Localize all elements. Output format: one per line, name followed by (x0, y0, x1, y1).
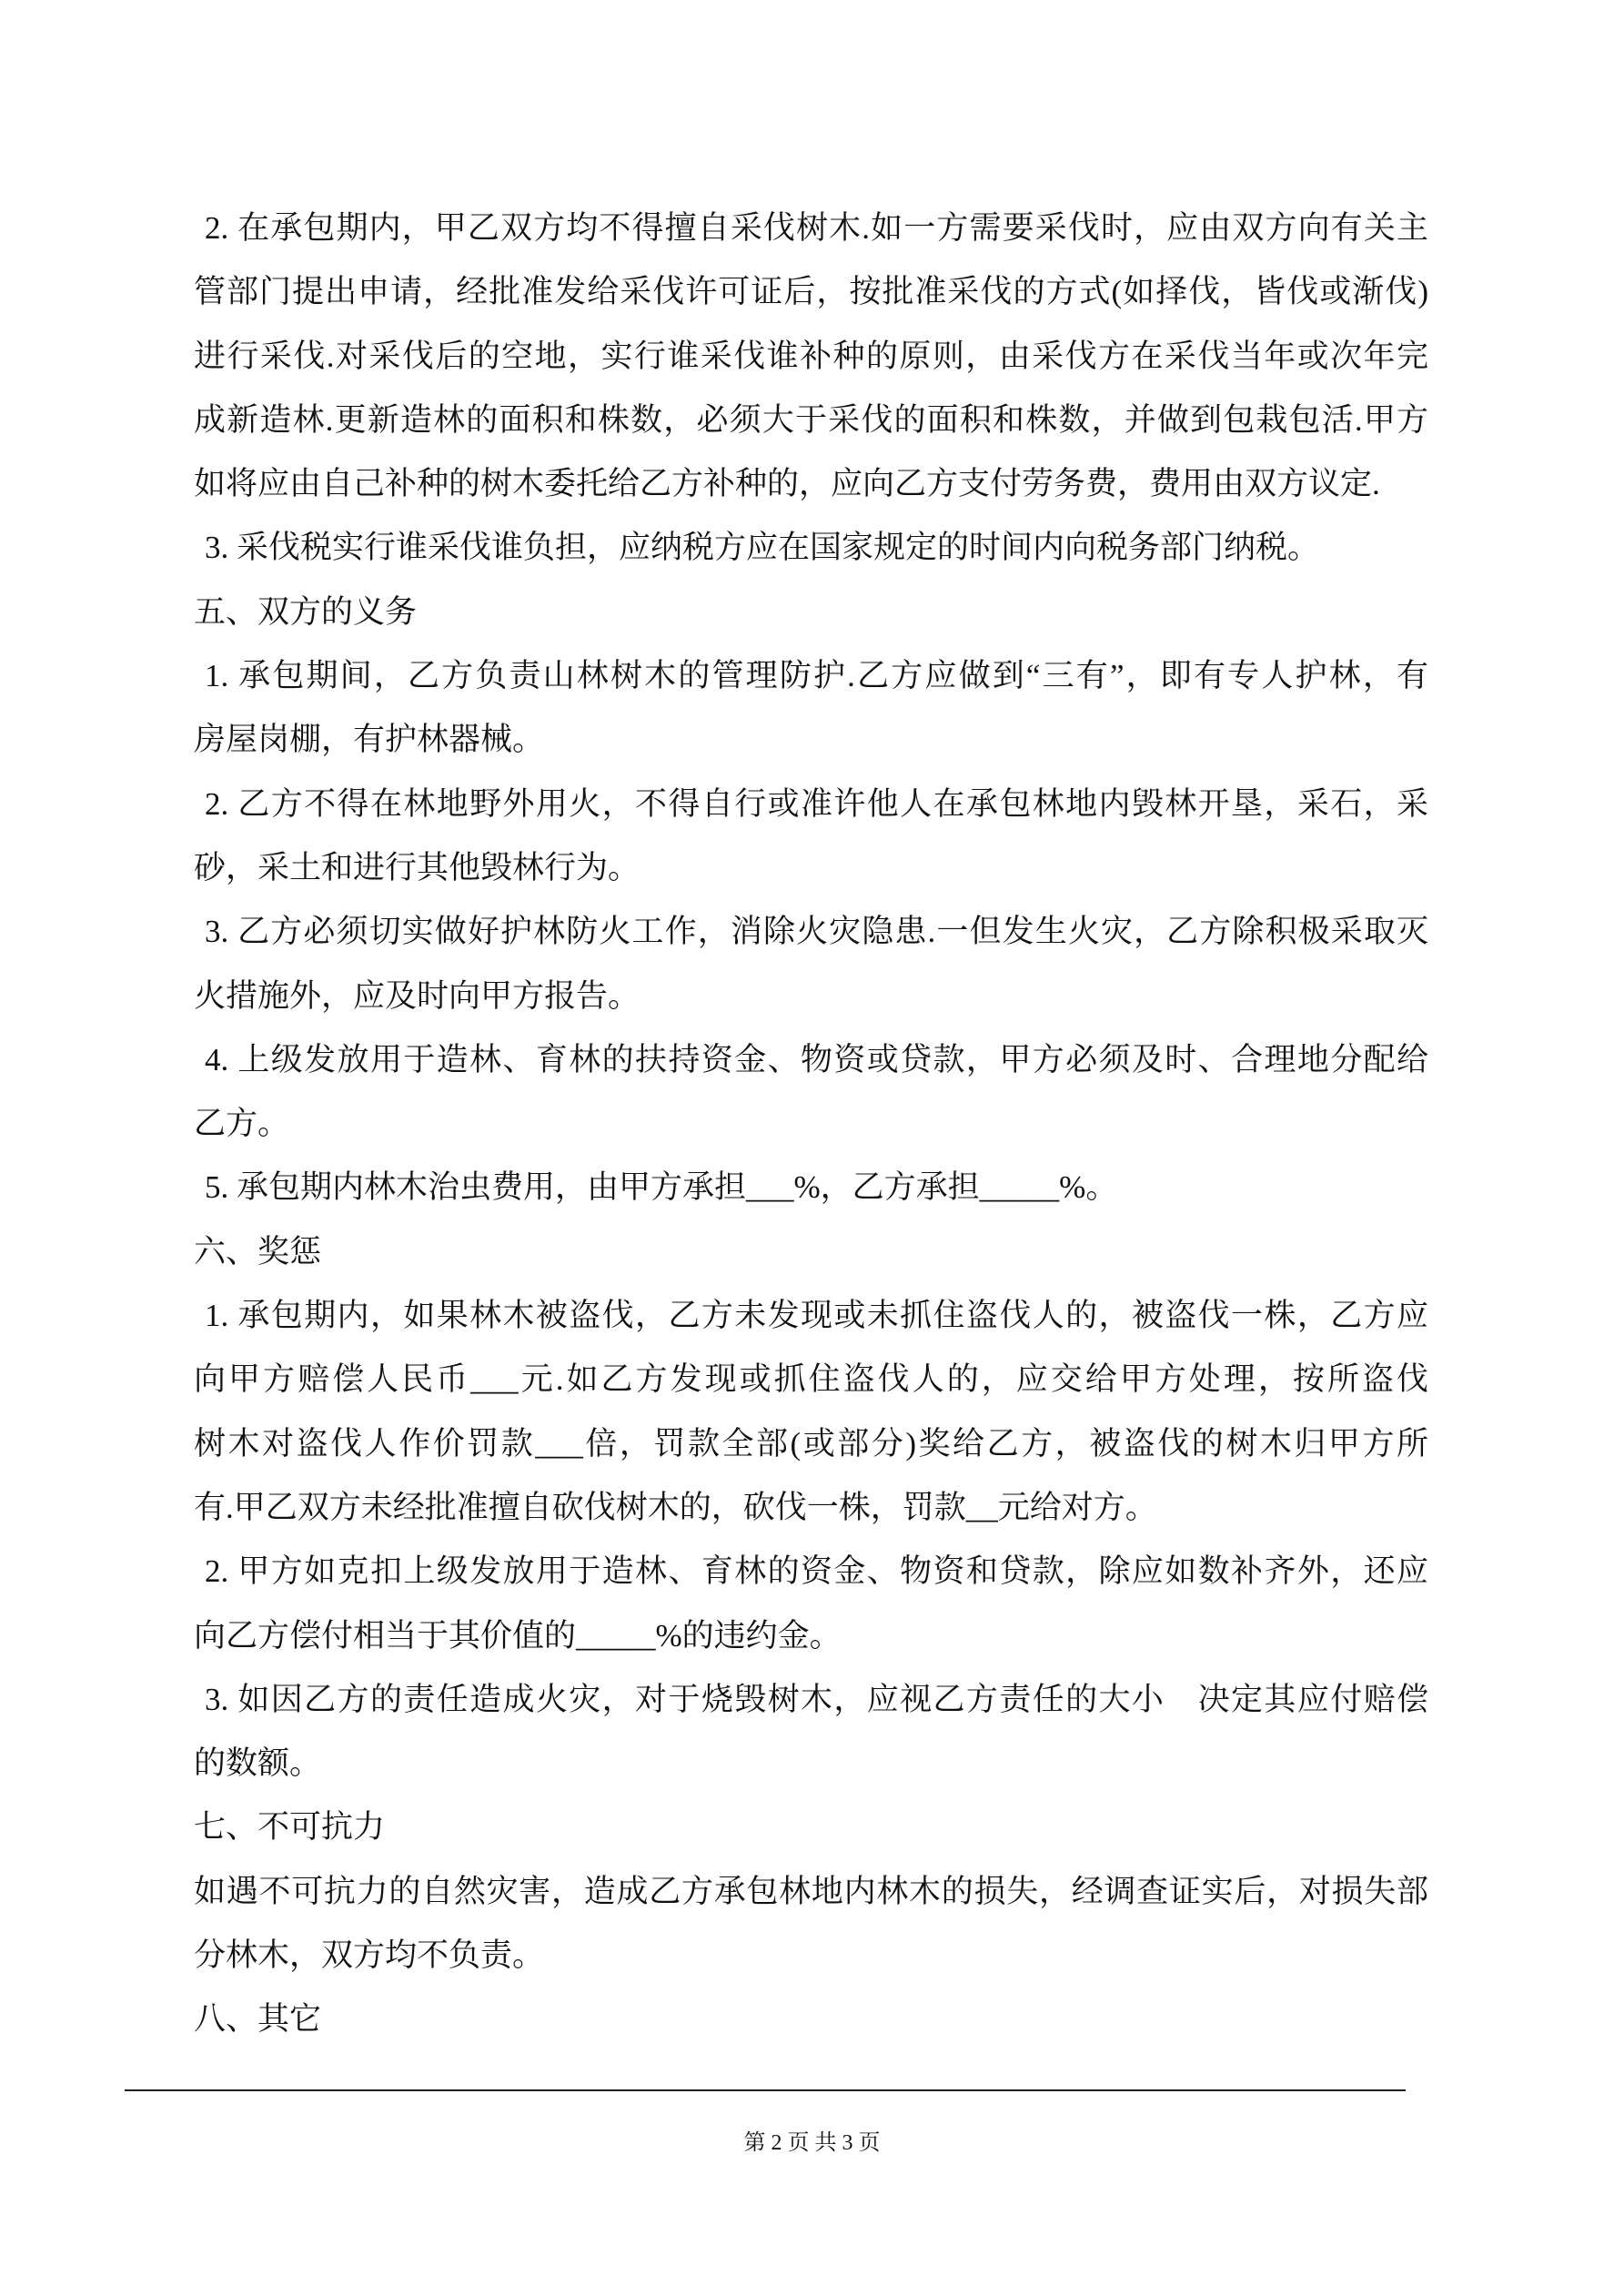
page-number: 第 2 页 共 3 页 (743, 2131, 881, 2155)
clause-line: 1. 承包期内，如果林木被盗伐，乙方未发现或未抓住盗伐人的，被盗伐一株，乙方应 (205, 1298, 1428, 1334)
clause-line: 进行采伐.对采伐后的空地，实行谁采伐谁补种的原则，由采伐方在采伐当年或次年完 (194, 338, 1428, 374)
section-heading-rewards-penalties: 六、奖惩 (194, 1233, 322, 1269)
clause-line: 房屋岗棚，有护林器械。 (194, 722, 545, 758)
clause-line: 3. 乙方必须切实做好护林防火工作，消除火灾隐患.一但发生火灾，乙方除积极采取灭 (205, 914, 1428, 950)
footer-divider (125, 2089, 1406, 2091)
section-heading-duties: 五、双方的义务 (194, 593, 418, 630)
clause-line-with-blanks: 树木对盗伐人作价罚款___倍，罚款全部(或部分)奖给乙方，被盗伐的树木归甲方所 (194, 1425, 1428, 1462)
clause-line: 3. 采伐税实行谁采伐谁负担，应纳税方应在国家规定的时间内向税务部门纳税。 (205, 530, 1320, 566)
clause-line-with-blanks: 5. 承包期内林木治虫费用，由甲方承担___%，乙方承担_____%。 (205, 1169, 1118, 1206)
clause-line: 如遇不可抗力的自然灾害，造成乙方承包林地内林木的损失，经调查证实后，对损失部 (194, 1873, 1428, 1909)
clause-line: 管部门提出申请，经批准发给采伐许可证后，按批准采伐的方式(如择伐，皆伐或渐伐) (194, 274, 1428, 310)
clause-line: 2. 甲方如克扣上级发放用于造林、育林的资金、物资和贷款，除应如数补齐外，还应 (205, 1553, 1428, 1590)
clause-line: 3. 如因乙方的责任造成火灾，对于烧毁树木，应视乙方责任的大小 决定其应付赔偿 (205, 1681, 1428, 1717)
clause-line: 的数额。 (194, 1745, 322, 1782)
clause-line: 成新造林.更新造林的面积和株数，必须大于采伐的面积和株数，并做到包栽包活.甲方 (194, 401, 1428, 438)
section-heading-force-majeure: 七、不可抗力 (194, 1809, 386, 1846)
contract-body (194, 197, 1428, 2052)
clause-line: 火措施外，应及时向甲方报告。 (194, 977, 641, 1014)
clause-line-with-blanks: 有.甲乙双方未经批准擅自砍伐树木的，砍伐一株，罚款__元给对方。 (194, 1489, 1157, 1525)
clause-line-with-blanks: 向乙方偿付相当于其价值的_____%的违约金。 (194, 1617, 842, 1654)
clause-line: 分林木，双方均不负责。 (194, 1937, 545, 1974)
clause-line: 砂，采土和进行其他毁林行为。 (194, 849, 641, 885)
clause-line: 乙方。 (194, 1106, 290, 1142)
clause-line: 1. 承包期间，乙方负责山林树木的管理防护.乙方应做到“三有”，即有专人护林，有 (205, 658, 1428, 694)
clause-line: 4. 上级发放用于造林、育林的扶持资金、物资或贷款，甲方必须及时、合理地分配给 (205, 1041, 1428, 1077)
section-heading-other: 八、其它 (194, 2001, 322, 2038)
clause-line: 2. 乙方不得在林地野外用火，不得自行或准许他人在承包林地内毁林开垦，采石，采 (205, 785, 1428, 822)
clause-line: 如将应由自己补种的树木委托给乙方补种的，应向乙方支付劳务费，费用由双方议定. (194, 466, 1380, 502)
clause-line-with-blanks: 向甲方赔偿人民币___元.如乙方发现或抓住盗伐人的，应交给甲方处理，按所盗伐 (194, 1361, 1428, 1398)
clause-line: 2. 在承包期内，甲乙双方均不得擅自采伐树木.如一方需要采伐时，应由双方向有关主 (205, 210, 1428, 246)
